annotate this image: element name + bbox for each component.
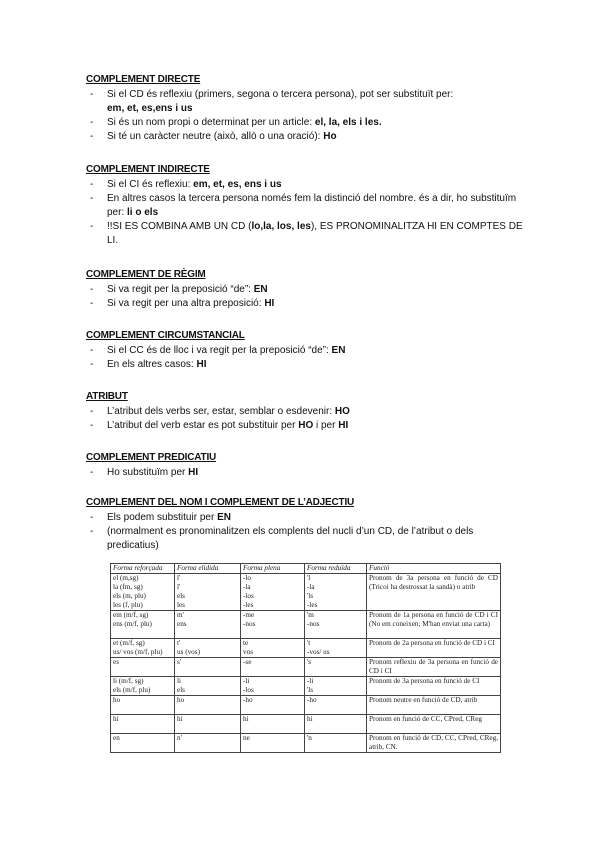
- cell-line: -ho: [307, 696, 317, 704]
- table-cell: [241, 658, 305, 677]
- table-cell: [241, 734, 305, 753]
- cell-line: [307, 629, 364, 638]
- table-cell: [111, 677, 175, 696]
- table-cell: [305, 611, 367, 639]
- table-cell: [305, 677, 367, 696]
- section-atribut: [86, 390, 526, 433]
- pronoun-table: [110, 563, 501, 753]
- table-cell: [111, 639, 175, 658]
- table-cell: [305, 574, 367, 611]
- table-cell: [305, 639, 367, 658]
- section-complement-de-regim: [86, 268, 526, 311]
- cell-line: s': [177, 658, 182, 666]
- table-row: [111, 574, 501, 611]
- bullet-list: [86, 405, 526, 433]
- cell-line: [243, 667, 302, 676]
- cell-line: -la: [243, 583, 251, 591]
- section-heading: COMPLEMENT PREDICATIU: [86, 452, 217, 463]
- bullet-list: [86, 178, 526, 248]
- cell-line: -los: [243, 686, 254, 694]
- funcio-cell: Pronom de 2a persona en funció de CD i CI: [367, 639, 501, 658]
- section-heading: COMPLEMENT CIRCUMSTANCIAL: [86, 330, 245, 341]
- cell-line: 'ls: [307, 686, 314, 694]
- header-forma-reforcada: Forma reforçada: [111, 564, 175, 574]
- cell-line: [113, 705, 172, 714]
- cell-line: ho: [113, 696, 121, 704]
- table-cell: [305, 696, 367, 715]
- cell-line: [113, 667, 172, 676]
- list-item: - L’atribut del verb estar es pot substituir per HO i per HI: [86, 419, 526, 433]
- cell-line: -ho: [243, 696, 253, 704]
- table-cell: [305, 734, 367, 753]
- table-cell: [175, 658, 241, 677]
- cell-line: el (m,sg): [113, 574, 139, 582]
- table-cell: [241, 677, 305, 696]
- cell-line: -vos/ us: [307, 648, 330, 656]
- cell-line: en: [113, 734, 120, 742]
- cell-line: [243, 629, 302, 638]
- table-cell: [175, 574, 241, 611]
- cell-line: [243, 743, 302, 752]
- table-cell: [175, 715, 241, 734]
- funcio-cell: Pronom de 3a persona en funció de CD (Tricoi ha destrossat la sandà) o atrib: [367, 574, 501, 611]
- bullet-list: [86, 344, 526, 372]
- section-heading: COMPLEMENT DE RÈGIM: [86, 269, 206, 280]
- cell-line: ens (m/f, plu): [113, 620, 152, 628]
- table-cell: [111, 574, 175, 611]
- cell-line: [177, 724, 238, 733]
- cell-line: hi: [113, 715, 119, 723]
- section-heading: ATRIBUT: [86, 391, 128, 402]
- cell-line: 'ls: [307, 592, 314, 600]
- cell-line: 't: [307, 639, 311, 647]
- cell-line: 'm: [307, 611, 314, 619]
- funcio-cell: Pronom reflexiu de 3a persona en funció de CD i CI: [367, 658, 501, 677]
- cell-line: li: [177, 677, 181, 685]
- cell-line: hi: [177, 715, 183, 723]
- table-cell: [111, 696, 175, 715]
- list-item: - Si el CI és reflexiu: em, et, es, ens i us: [86, 178, 526, 192]
- cell-line: vos: [243, 648, 253, 656]
- table-row: [111, 734, 501, 753]
- section-heading: COMPLEMENT INDIRECTE: [86, 164, 210, 175]
- bullet-list: [86, 283, 526, 311]
- cell-line: ne: [243, 734, 250, 742]
- table-header-row: [111, 564, 501, 574]
- funcio-cell: Pronom en funció de CC, CPred, CReg: [367, 715, 501, 734]
- cell-line: -les: [307, 601, 318, 609]
- cell-line: l': [177, 583, 181, 591]
- cell-line: 'l: [307, 574, 311, 582]
- cell-line: 's: [307, 658, 312, 666]
- list-item: - Si va regit per una altra preposició: HI: [86, 297, 526, 311]
- table-cell: [241, 611, 305, 639]
- list-item: - Si el CD és reflexiu (primers, segona o tercera persona), pot ser substituït per: em, et, es,ens i us: [86, 88, 526, 116]
- table-cell: [175, 677, 241, 696]
- cell-line: -lo: [243, 574, 251, 582]
- cell-line: -nos: [307, 620, 320, 628]
- cell-line: [307, 705, 364, 714]
- header-forma-reduida: Forma reduïda: [305, 564, 367, 574]
- header-funcio: Funció: [367, 564, 501, 574]
- funcio-cell: Pronom de 1a persona en funció de CD i CI (No em coneixen; M'han enviat una carta): [367, 611, 501, 639]
- cell-line: [177, 705, 238, 714]
- cell-line: -li: [243, 677, 250, 685]
- cell-line: n': [177, 734, 182, 742]
- cell-line: l': [177, 574, 181, 582]
- cell-line: -nos: [243, 620, 256, 628]
- list-item: - Els podem substituir per EN: [86, 511, 516, 525]
- cell-line: -se: [243, 658, 252, 666]
- list-item: - L’atribut dels verbs ser, estar, semblar o esdevenir: HO: [86, 405, 526, 419]
- section-heading: COMPLEMENT DIRECTE: [86, 74, 201, 85]
- header-forma-elidida: Forma elidida: [175, 564, 241, 574]
- table-cell: [241, 574, 305, 611]
- list-item: - !!SI ES COMBINA AMB UN CD (lo,la, los, les), ES PRONOMINALITZA HI EN COMPTES DE LI.: [86, 220, 526, 248]
- funcio-cell: Pronom en funció de CD, CC, CPred, CReg, atrib, CN.: [367, 734, 501, 753]
- cell-line: m': [177, 611, 184, 619]
- table-row: [111, 611, 501, 639]
- list-item: - (normalment es pronominalitzen els complents del nucli d’un CD, de l’atribut o dels predicatius): [86, 525, 516, 553]
- cell-line: em (m/f, sg): [113, 611, 149, 619]
- cell-line: li (m/f, sg): [113, 677, 144, 685]
- cell-line: te: [243, 639, 249, 647]
- cell-line: els: [177, 592, 185, 600]
- cell-line: ens: [177, 620, 187, 628]
- cell-line: hi: [307, 715, 313, 723]
- list-item: - Si és un nom propi o determinat per un article: el, la, els i les.: [86, 116, 526, 130]
- cell-line: [243, 705, 302, 714]
- cell-line: [307, 724, 364, 733]
- cell-line: [177, 629, 238, 638]
- cell-line: hi: [243, 715, 249, 723]
- cell-line: [243, 724, 302, 733]
- cell-line: la (fm, sg): [113, 583, 143, 591]
- cell-line: [307, 667, 364, 676]
- bullet-list: [86, 466, 526, 480]
- cell-line: [177, 667, 238, 676]
- cell-line: -les: [243, 601, 254, 609]
- list-item: - Si té un caràcter neutre (això, allò o una oració): Ho: [86, 130, 526, 144]
- funcio-cell: Pronom de 3a persona en funció de CI: [367, 677, 501, 696]
- cell-line: et (m/f, sg): [113, 639, 145, 647]
- cell-line: 'n: [307, 734, 312, 742]
- list-item: - Si el CC és de lloc i va regit per la preposició “de”: EN: [86, 344, 526, 358]
- list-item: - En els altres casos: HI: [86, 358, 526, 372]
- cell-line: us (vos): [177, 648, 200, 656]
- table-row: [111, 639, 501, 658]
- cell-line: els: [177, 686, 185, 694]
- table-row: [111, 677, 501, 696]
- table-cell: [111, 734, 175, 753]
- cell-line: -li: [307, 677, 314, 685]
- cell-line: [307, 743, 364, 752]
- section-complement-del-nom: [86, 496, 516, 553]
- section-complement-directe: [86, 73, 526, 144]
- header-forma-plena: Forma plena: [241, 564, 305, 574]
- table-cell: [241, 696, 305, 715]
- table-cell: [111, 658, 175, 677]
- cell-line: les (f, plu): [113, 601, 143, 609]
- table-row: [111, 658, 501, 677]
- bullet-list: [86, 511, 516, 553]
- list-item: - En altres casos la tercera persona només fem la distinció del nombre. és a dir, ho substituïm per: li o els: [86, 192, 526, 220]
- table-row: [111, 715, 501, 734]
- cell-line: [113, 724, 172, 733]
- pronoun-table-wrapper: [110, 563, 500, 753]
- section-complement-indirecte: [86, 163, 526, 248]
- table-cell: [305, 715, 367, 734]
- table-cell: [111, 715, 175, 734]
- table-cell: [305, 658, 367, 677]
- table-cell: [175, 639, 241, 658]
- cell-line: us/ vos (m/f, plu): [113, 648, 163, 656]
- bullet-list: [86, 88, 526, 144]
- cell-line: -la: [307, 583, 315, 591]
- cell-line: -me: [243, 611, 255, 619]
- cell-line: les: [177, 601, 185, 609]
- cell-line: t': [177, 639, 181, 647]
- cell-line: es: [113, 658, 119, 666]
- table-row: [111, 696, 501, 715]
- table-cell: [175, 696, 241, 715]
- table-cell: [241, 715, 305, 734]
- cell-line: [113, 743, 172, 752]
- cell-line: els (m, plu): [113, 592, 146, 600]
- table-cell: [111, 611, 175, 639]
- list-item: - Ho substituïm per HI: [86, 466, 526, 480]
- cell-line: -los: [243, 592, 254, 600]
- table-cell: [241, 639, 305, 658]
- table-body: [111, 574, 501, 753]
- table-cell: [175, 611, 241, 639]
- section-complement-predicatiu: [86, 451, 526, 480]
- section-heading: COMPLEMENT DEL NOM I COMPLEMENT DE L’ADJECTIU: [86, 497, 355, 508]
- cell-line: [113, 629, 172, 638]
- funcio-cell: Pronom neutre en funció de CD, atrib: [367, 696, 501, 715]
- section-complement-circumstancial: [86, 329, 526, 372]
- cell-line: ho: [177, 696, 185, 704]
- cell-line: els (m/f, plu): [113, 686, 151, 694]
- table-cell: [175, 734, 241, 753]
- cell-line: [177, 743, 238, 752]
- list-item: - Si va regit per la preposició “de”: EN: [86, 283, 526, 297]
